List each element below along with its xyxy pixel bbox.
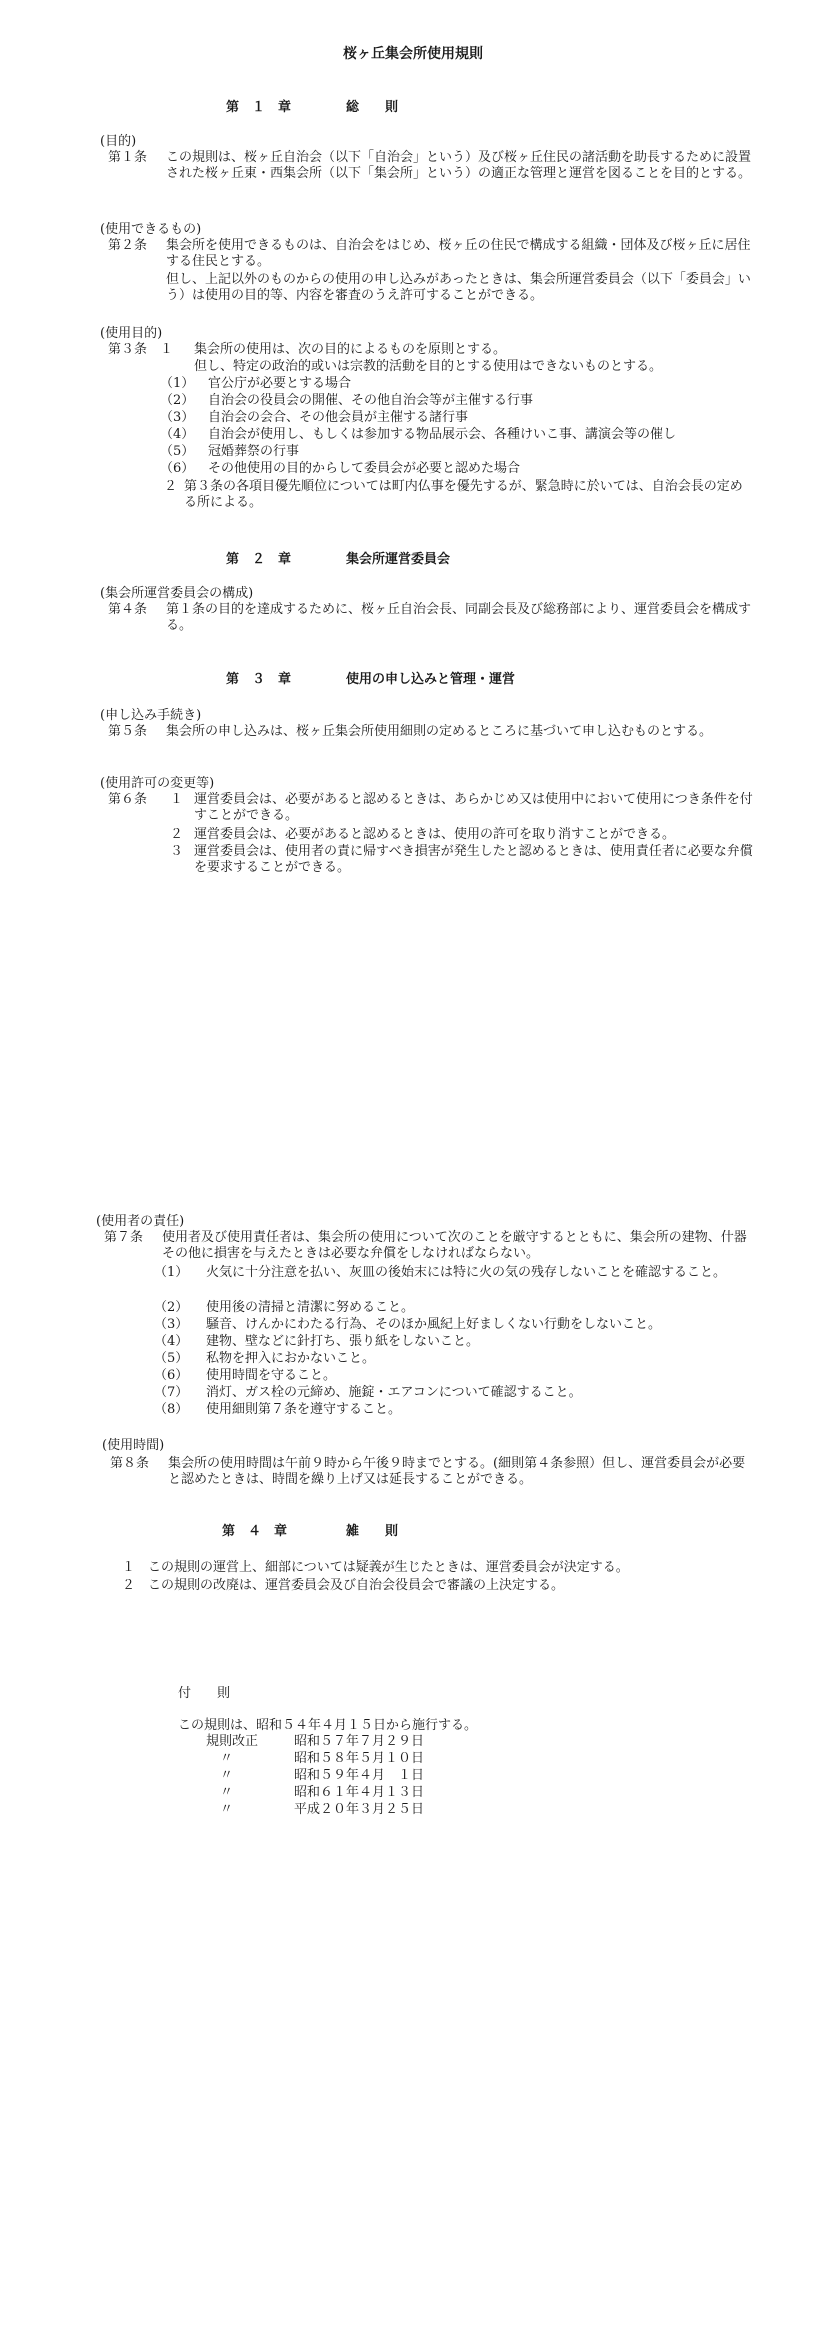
- article-3-heading: (使用目的): [100, 326, 163, 341]
- list-item: [122, 1578, 762, 1595]
- article-text: この規則は、桜ヶ丘自治会（以下「自治会」という）及び桜ヶ丘住民の諸活動を助長するために設置された桜ヶ丘東・西集会所（以下「集会所」という）の適正な管理と運営を図ることを目的とする。: [166, 150, 752, 181]
- item-text: 騒音、けんかにわたる行為、そのほか風紀上好ましくない行動をしないこと。: [206, 1317, 662, 1332]
- article-1-heading: (目的): [100, 134, 137, 149]
- article-number: 第７条: [104, 1230, 144, 1245]
- chapter-2-heading: [0, 552, 826, 570]
- article-5: [108, 724, 758, 760]
- list-item: [170, 827, 756, 844]
- revision-date: 平成２０年３月２５日: [294, 1802, 425, 1817]
- item-number: （2）: [160, 393, 195, 408]
- chapter-name: 使用の申し込みと管理・運営: [346, 672, 516, 687]
- chapter-name: 雑 則: [346, 1524, 399, 1539]
- item-number: ２: [122, 1578, 136, 1593]
- ditto-mark: 〃: [220, 1768, 234, 1783]
- item-number: （1）: [160, 376, 195, 391]
- article-text-main: 集会所を使用できるものは、自治会をはじめ、桜ヶ丘の住民で構成する組織・団体及び桜ヶ丘に居住する住民とする。: [166, 238, 751, 269]
- item-number: （3）: [154, 1317, 189, 1332]
- article-3: [108, 342, 758, 522]
- chapter-number: 第 ３ 章: [226, 672, 292, 687]
- item-number: ３: [170, 844, 184, 859]
- revision-row: [206, 1802, 506, 1819]
- article-6-heading: (使用許可の変更等): [100, 776, 215, 791]
- revision-date: 昭和５９年４月 １日: [294, 1768, 425, 1783]
- article-number: 第４条: [108, 602, 148, 617]
- paragraph-2: [164, 479, 754, 513]
- item-text: 建物、壁などに針打ち、張り紙をしないこと。: [206, 1334, 480, 1349]
- list-item: [154, 1402, 752, 1419]
- item-number: （5）: [160, 444, 195, 459]
- list-item: [160, 376, 750, 393]
- chapter-name: 集会所運営委員会: [346, 552, 451, 567]
- article-text: 使用者及び使用責任者は、集会所の使用について次のことを厳守するとともに、集会所の建物、什器その他に損害を与えたときは必要な弁償をしなければならない。: [162, 1230, 747, 1261]
- chapter-name: 総 則: [346, 100, 399, 115]
- list-item: [170, 844, 756, 878]
- item-text: 運営委員会は、必要があると認めるときは、使用の許可を取り消すことができる。: [194, 827, 676, 842]
- item-number: （3）: [160, 410, 195, 425]
- item-number: （7）: [154, 1385, 189, 1400]
- list-item: [160, 427, 750, 444]
- article-text: 集会所の申し込みは、桜ヶ丘集会所使用細則の定めるところに基づいて申し込むものとする。: [166, 724, 713, 739]
- ditto-mark: 〃: [220, 1751, 234, 1766]
- item-text: 自治会の役員会の開催、その他自治会等が主催する行事: [208, 393, 534, 408]
- article-number: 第３条 １: [108, 342, 174, 357]
- article-text: 集会所の使用時間は午前９時から午後９時までとする。(細則第４条参照）但し、運営委員会が必要と認めたときは、時間を繰り上げ又は延長することができる。: [168, 1456, 746, 1487]
- article-8-heading: (使用時間): [102, 1438, 165, 1453]
- item-text: 運営委員会は、使用者の責に帰すべき損害が発生したと認めるときは、使用責任者に必要な弁償を要求することができる。: [194, 844, 753, 875]
- revision-label: 規則改正: [206, 1734, 259, 1749]
- article-4-heading: (集会所運営委員会の構成): [100, 586, 254, 601]
- item-text: この規則の改廃は、運営委員会及び自治会役員会で審議の上決定する。: [148, 1578, 565, 1593]
- item-number: （8）: [154, 1402, 189, 1417]
- item-number: （6）: [160, 461, 195, 476]
- article-8: [110, 1456, 760, 1492]
- list-item: [160, 393, 750, 410]
- revision-row: [206, 1751, 506, 1768]
- item-text: 私物を押入におかないこと。: [206, 1351, 376, 1366]
- item-text: 運営委員会は、必要があると認めるときは、あらかじめ又は使用中において使用につき条件を付すことができる。: [194, 792, 753, 823]
- ditto-mark: 〃: [220, 1785, 234, 1800]
- item-number: （4）: [160, 427, 195, 442]
- item-text: この規則の運営上、細部については疑義が生じたときは、運営委員会が決定する。: [148, 1560, 629, 1575]
- chapter-4-heading: [0, 1524, 826, 1542]
- list-item: [154, 1351, 752, 1368]
- paragraph-text: 第３条の各項目優先順位については町内仏事を優先するが、緊急時に於いては、自治会長の定める所による。: [184, 479, 743, 510]
- supplementary-heading: 付 則: [178, 1686, 231, 1701]
- article-1: [108, 150, 758, 202]
- list-item: [154, 1265, 752, 1299]
- chapter-number: 第 ４ 章: [222, 1524, 288, 1539]
- item-text: 使用後の清掃と清潔に努めること。: [206, 1300, 415, 1315]
- article-7-heading: (使用者の責任): [96, 1214, 185, 1229]
- chapter-number: 第 １ 章: [226, 100, 292, 115]
- revision-history: [206, 1734, 506, 1824]
- article-text-proviso: 但し、特定の政治的或いは宗教的活動を目的とする使用はできないものとする。: [194, 359, 663, 374]
- chapter-3-heading: [0, 672, 826, 690]
- list-item: [154, 1385, 752, 1402]
- list-item: [170, 792, 756, 826]
- paragraph-number: ２: [164, 479, 178, 494]
- document-title: 桜ヶ丘集会所使用規則: [343, 46, 483, 62]
- chapter-1-heading: [0, 100, 826, 118]
- revision-date: 昭和５７年７月２９日: [294, 1734, 425, 1749]
- list-item: [154, 1368, 752, 1385]
- list-item: [154, 1317, 752, 1334]
- list-item: [154, 1300, 752, 1317]
- effective-date-text: この規則は、昭和５４年４月１５日から施行する。: [178, 1718, 478, 1733]
- article-2-heading: (使用できるもの): [100, 222, 202, 237]
- article-7: [104, 1230, 754, 1430]
- article-number: 第５条: [108, 724, 148, 739]
- article-text-main: 集会所の使用は、次の目的によるものを原則とする。: [194, 342, 507, 357]
- revision-row: [206, 1785, 506, 1802]
- item-number: １: [122, 1560, 136, 1575]
- article-6: [108, 792, 758, 892]
- article-text: 第１条の目的を達成するために、桜ヶ丘自治会長、同副会長及び総務部により、運営委員会を構成する。: [166, 602, 752, 633]
- item-text: 冠婚葬祭の行事: [208, 444, 300, 459]
- article-5-heading: (申し込み手続き): [100, 708, 202, 723]
- article-number: 第２条: [108, 238, 148, 253]
- list-item: [160, 461, 750, 478]
- item-text: 自治会が使用し、もしくは参加する物品展示会、各種けいこ事、講演会等の催し: [208, 427, 677, 442]
- article-text-proviso: 但し、上記以外のものからの使用の申し込みがあったときは、集会所運営委員会（以下「委員会」いう）は使用の目的等、内容を審査のうえ許可することができる。: [166, 272, 751, 303]
- revision-row: [206, 1734, 506, 1751]
- revision-date: 昭和５８年５月１０日: [294, 1751, 425, 1766]
- revision-date: 昭和６１年４月１３日: [294, 1785, 425, 1800]
- article-2: [108, 238, 758, 310]
- item-number: １: [170, 792, 184, 807]
- item-number: （6）: [154, 1368, 189, 1383]
- item-number: （5）: [154, 1351, 189, 1366]
- item-text: 自治会の会合、その他会員が主催する諸行事: [208, 410, 469, 425]
- article-4: [108, 602, 758, 638]
- misc-provisions: [122, 1560, 762, 1596]
- chapter-number: 第 ２ 章: [226, 552, 292, 567]
- article-number: 第６条: [108, 792, 148, 807]
- item-text: 官公庁が必要とする場合: [208, 376, 352, 391]
- item-number: （2）: [154, 1300, 189, 1315]
- article-number: 第８条: [110, 1456, 150, 1471]
- item-number: ２: [170, 827, 184, 842]
- ditto-mark: 〃: [220, 1802, 234, 1817]
- item-text: 消灯、ガス栓の元締め、施錠・エアコンについて確認すること。: [206, 1385, 582, 1400]
- list-item: [160, 410, 750, 427]
- item-text: 使用細則第７条を遵守すること。: [206, 1402, 402, 1417]
- list-item: [154, 1334, 752, 1351]
- item-number: （4）: [154, 1334, 189, 1349]
- item-text: 使用時間を守ること。: [206, 1368, 337, 1383]
- revision-row: [206, 1768, 506, 1785]
- list-item: [122, 1560, 762, 1577]
- item-number: （1）: [154, 1265, 189, 1280]
- article-number: 第１条: [108, 150, 148, 165]
- list-item: [160, 444, 750, 461]
- item-text: 火気に十分注意を払い、灰皿の後始末には特に火の気の残存しないことを確認すること。: [206, 1265, 727, 1280]
- item-text: その他使用の目的からして委員会が必要と認めた場合: [208, 461, 521, 476]
